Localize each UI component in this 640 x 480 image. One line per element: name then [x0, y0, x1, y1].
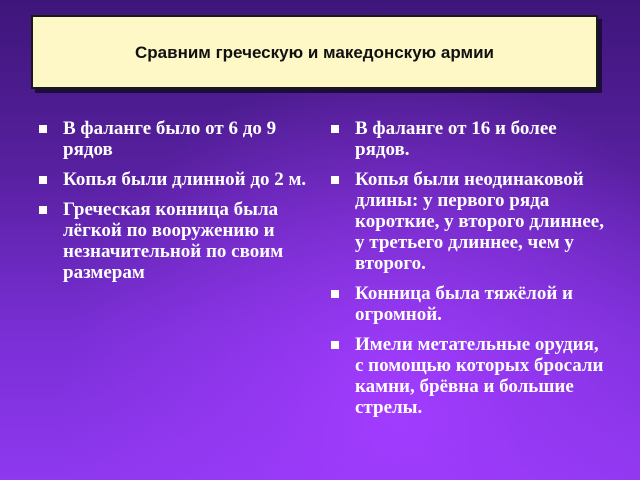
slide-title: Сравним греческую и македонскую армии	[135, 43, 494, 62]
square-bullet-icon	[39, 176, 47, 184]
greek-army-list	[38, 118, 308, 292]
macedonian-army-list	[330, 118, 610, 427]
square-bullet-icon	[331, 290, 339, 298]
list-item	[330, 169, 610, 274]
square-bullet-icon	[331, 176, 339, 184]
list-item	[38, 118, 308, 160]
square-bullet-icon	[39, 206, 47, 214]
list-item-text: Имели метательные орудия, с помощью которых бросали камни, брёвна и большие стрелы.	[355, 334, 604, 418]
list-item	[38, 199, 308, 283]
list-item-text: Греческая конница была лёгкой по вооружению и незначительной по своим размерам	[63, 199, 284, 283]
square-bullet-icon	[331, 341, 339, 349]
list-item	[330, 118, 610, 160]
list-item	[38, 169, 308, 190]
title-box	[31, 15, 598, 89]
list-item	[330, 334, 610, 418]
list-item	[330, 283, 610, 325]
list-item-text: Копья были длинной до 2 м.	[63, 169, 307, 190]
square-bullet-icon	[39, 125, 47, 133]
list-item-text: Конница была тяжёлой и огромной.	[355, 283, 573, 325]
list-item-text: В фаланге от 16 и более рядов.	[355, 118, 557, 160]
list-item-text: Копья были неодинаковой длины: у первого ряда короткие, у второго длиннее, у третьего длиннее, чем у второго.	[355, 169, 604, 274]
list-item-text: В фаланге было от 6 до 9 рядов	[63, 118, 277, 160]
square-bullet-icon	[331, 125, 339, 133]
